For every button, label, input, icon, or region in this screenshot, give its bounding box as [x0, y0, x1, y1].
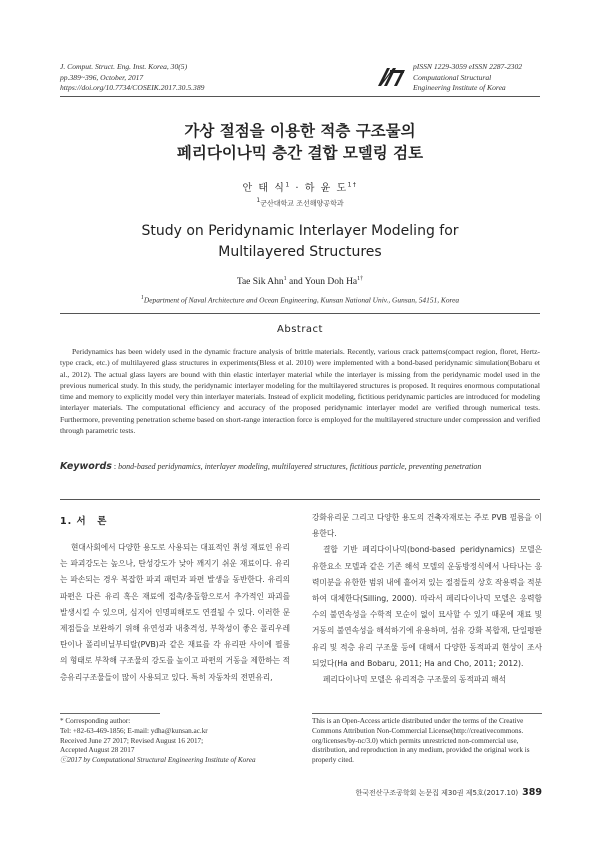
english-affiliation-mark: 1 — [140, 295, 144, 301]
english-author-2: Youn Doh Ha — [304, 277, 358, 288]
footnote-rule — [60, 713, 160, 714]
english-authors — [60, 276, 540, 287]
english-author-2-mark: 1† — [357, 276, 364, 282]
english-author-1-mark: 1 — [283, 276, 287, 282]
abstract-heading: Abstract — [277, 324, 323, 335]
korean-affiliation-mark: 1 — [256, 197, 261, 204]
journal-header-left — [60, 62, 204, 94]
korean-authors — [60, 179, 540, 194]
intro-right-para-3: 페리다이나믹 모델은 유리적층 구조물의 동적파괴 해석 — [323, 675, 507, 685]
english-affiliation — [60, 295, 540, 304]
journal-header-right — [413, 62, 522, 94]
intro-right-para-1: 강화유리문 그리고 다양한 용도의 건축자재로는 주로 PVB 필름을 이용한다. — [312, 513, 542, 539]
korean-affiliation-text: 군산대학교 조선해양공학과 — [260, 199, 344, 208]
intro-left-column: 현대사회에서 다양한 용도로 사용되는 대표적인 취성 재료인 유리는 파괴강도는 높으나, 탄성강도가 낮아 깨지기 쉬운 재료이다. 유리는 파손되는 경우 복잡한 파괴 패턴과 파편 발생을 동반한다. 유리의 파편은 다른 유리 혹은 재료에 접촉/충돌함으로서 추가적인 파괴를 발생시킬 수 있으며, 심지어 인명피해로도 연결될 수 있다. 이러한 문제점들을 보완하기 위해 유연성과 내충격성, 부착성이 좋은 폴리우레탄이나 폴리비닐부티랄(PVB)과 같은 재료를 각 유리판 사이에 필름의 형태로 부착해 구조물의 강도를 높이고 파편의 거동을 제한하는 적층유리구조물들이 많이 사용되고 있다. 특히 자동차의 전면유리, — [60, 543, 290, 682]
korean-author-sep: · — [290, 183, 305, 194]
footer-journal: 한국전산구조공학회 논문집 제30권 제5호(2017.10) — [355, 789, 519, 797]
korean-author-2: 하 윤 도 — [304, 183, 348, 194]
header-issn: pISSN 1229-3059 eISSN 2287-2302 — [413, 62, 523, 71]
footnote-corresponding: * Corresponding author: — [60, 717, 131, 725]
footnote-accepted: Accepted August 28 2017 — [60, 746, 135, 755]
open-access-rule — [312, 713, 542, 714]
korean-title — [60, 120, 540, 164]
english-title-line1: Study on Peridynamic Interlayer Modeling for — [141, 223, 459, 239]
english-title — [60, 221, 540, 263]
page-number: 389 — [522, 787, 542, 798]
korean-author-1-mark: 1 — [285, 181, 291, 189]
abstract-top-rule — [60, 313, 540, 314]
footnote — [60, 717, 290, 766]
footnote-contact: Tel: +82-63-469-1856; E-mail: ydha@kunsan.ac.kr — [60, 726, 208, 735]
english-affiliation-text: Department of Naval Architecture and Ocean Engineering, Kunsan National Univ., Gunsan, 54151, Korea — [143, 295, 460, 305]
english-title-line2: Multilayered Structures — [218, 244, 382, 260]
journal-logo-icon — [376, 66, 406, 88]
abstract-bottom-rule — [60, 499, 540, 500]
abstract-body: Peridynamics has been widely used in the dynamic fracture analysis of brittle materials. Recently, various crack patterns(compact region, floret, Hertz-type crack, etc.) of multilayered glass structures in experiments(Bless et al. 2010) were implemented with a bond-based peridynamic simulation(Bobaru et al., 2012). The actual glass layers are bound with thin elastic interlayer material while the interlayer is missing from the peridynamic model used in the previous numerical study. In this study, the peridynamic interlayer modeling for the multilayered structures is proposed. It requires enormous computational time and memory to explicitly model very thin interlayer materials. Instead of explicit modeling, fictitious peridynamic particles are introduced for modeling interlayer materials. The computational efficiency and accuracy of the proposed peridynamic interlayer model are verified through numerical tests. Furthermore, preventing penetration scheme based on short-range interaction force is employed for the multilayered structure under compression and verified through parametric tests. — [60, 347, 540, 436]
keywords-label: Keywords — [60, 461, 112, 472]
header-society-line1: Computational Structural — [413, 72, 492, 82]
keywords — [60, 461, 540, 473]
header-pages: pp.389~396, October, 2017 — [60, 72, 144, 82]
korean-affiliation — [60, 197, 540, 208]
section-heading: 1. 서 론 — [60, 516, 108, 527]
header-citation: J. Comput. Struct. Eng. Inst. Korea, 30(5) — [60, 62, 188, 71]
korean-author-2-mark: 1† — [347, 181, 358, 189]
footnote-received: Received June 27 2017; Revised August 16 2017; — [60, 736, 204, 745]
header-society-line2: Engineering Institute of Korea — [413, 83, 506, 92]
intro-right-para-2: 결합 기반 페리다이나믹(bond-based peridynamics) 모델은 유한요소 모델과 같은 기존 해석 모델의 운동방정식에서 나타나는 응력미분을 유한한 범위 내에 흩어져 있는 절점들의 상호 작용력을 적분하여 대체한다(Silling, 2000). 따라서 페리다이나믹 모델은 응력함수의 불연속성을 수학적 모순이 없이 묘사할 수 있기 때문에 재료 및 거동의 불연속성을 해석하기에 유용하며, 섬유 강화 복합재, 단일평판유리 및 적층 유리 구조물 등에 대해서 다양한 동적파괴 현상이 조사되었다(Ha and Bobaru, 2011; Ha and Cho, 2011; 2012). — [312, 545, 542, 668]
page-footer — [300, 787, 542, 798]
english-author-and: and — [286, 277, 305, 288]
keywords-terms: bond-based peridynamics, interlayer modeling, multilayered structures, fictitious particle, preventing penetration — [118, 462, 482, 471]
header-rule — [60, 96, 540, 97]
intro-right-column — [312, 510, 542, 688]
korean-author-1: 안 태 식 — [242, 183, 286, 194]
header-doi[interactable]: https://doi.org/10.7734/COSEIK.2017.30.5.389 — [60, 83, 205, 92]
korean-title-line2: 페리다이나믹 층간 결합 모델링 검토 — [176, 144, 424, 162]
footnote-copyright: ⓒ2017 by Computational Structural Engineering Institute of Korea — [60, 756, 256, 765]
open-access-notice: This is an Open-Access article distributed under the terms of the Creative Commons Attribution Non-Commercial License(http://creativecommons. org/licenses/by-nc/3.0) which permits unrestricted non-commercial use, distribution, and reproduction in any medium, provided the original work is properly cited. — [312, 717, 530, 765]
english-author-1: Tae Sik Ahn — [236, 277, 284, 288]
korean-title-line1: 가상 절점을 이용한 적층 구조물의 — [184, 122, 416, 140]
keywords-sep: : — [111, 462, 119, 471]
